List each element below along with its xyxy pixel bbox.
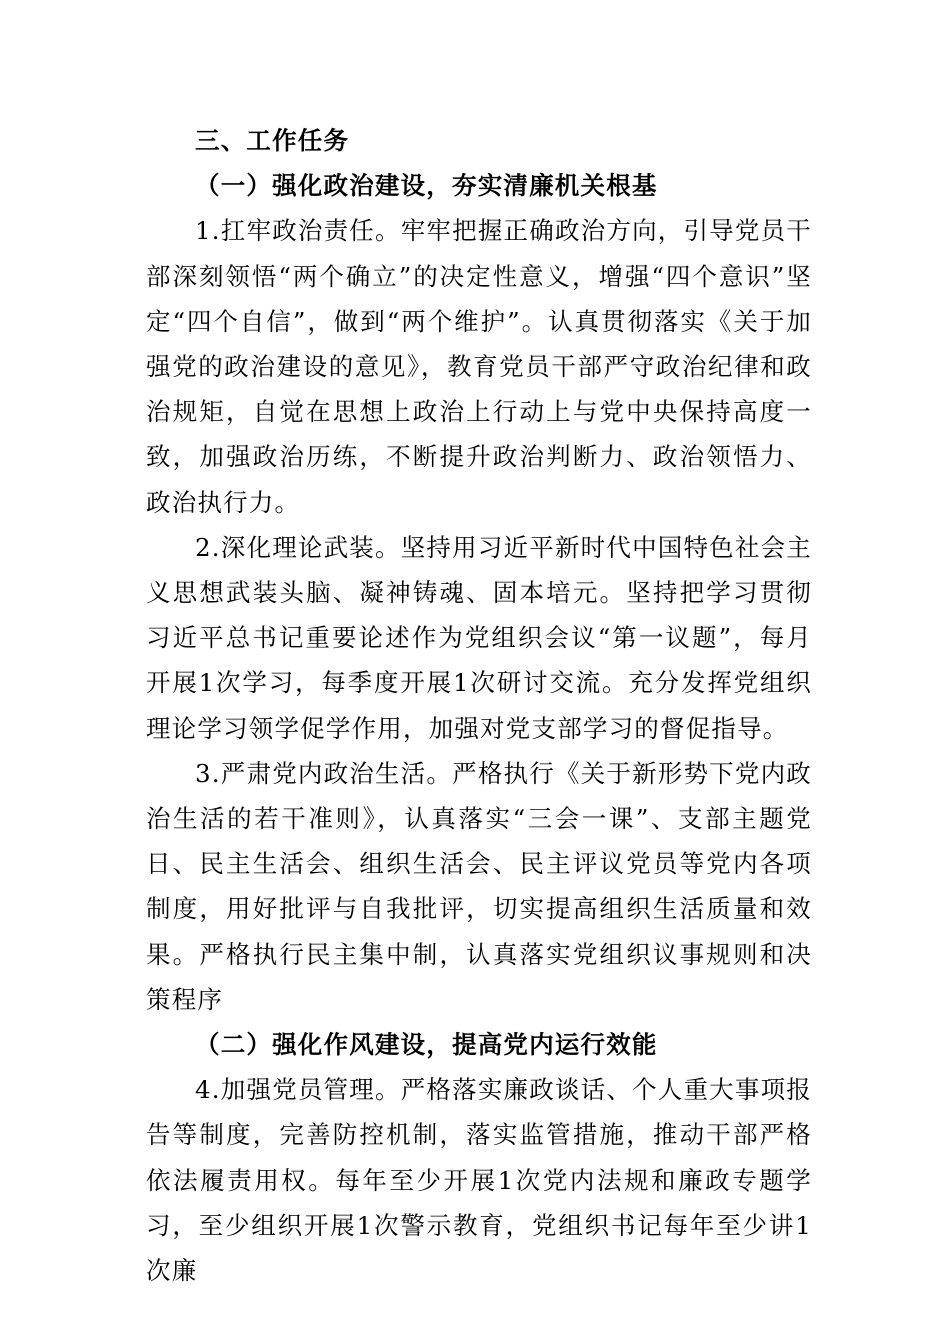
document-body: [146, 118, 812, 1293]
subsection-heading-1: （一）强化政治建设，夯实清廉机关根基: [195, 171, 658, 201]
section-heading: 三、工作任务: [195, 126, 350, 155]
paragraph-4: 4.加强党员管理。严格落实廉政谈话、个人重大事项报告等制度，完善防控机制，落实监管措施，推动干部严格依法履责用权。每年至少开展1次党内法规和廉政专题学习，至少组织开展1次警示教育，党组织书记每年至少讲1次廉: [146, 1075, 812, 1286]
paragraph-3: 3.严肃党内政治生活。严格执行《关于新形势下党内政治生活的若干准则》，认真落实“三会一课”、支部主题党日、民主生活会、组织生活会、民主评议党员等党内各项制度，用好批评与自我批评，切实提高组织生活质量和效果。严格执行民主集中制，认真落实党组织议事规则和决策程序: [146, 758, 812, 1014]
paragraph-1: 1.扛牢政治责任。牢牢把握正确政治方向，引导党员干部深刻领悟“两个确立”的决定性意义，增强“四个意识”坚定“四个自信”，做到“两个维护”。认真贯彻落实《关于加强党的政治建设的意见》，教育党员干部严守政治纪律和政治规矩，自觉在思想上政治上行动上与党中央保持高度一致，加强政治历练，不断提升政治判断力、政治领悟力、政治执行力。: [146, 216, 812, 517]
paragraph-2: 2.深化理论武装。坚持用习近平新时代中国特色社会主义思想武装头脑、凝神铸魂、固本培元。坚持把学习贯彻习近平总书记重要论述作为党组织会议“第一议题”，每月开展1次学习，每季度开展1次研讨交流。充分发挥党组织理论学习领学促学作用，加强对党支部学习的督促指导。: [146, 532, 812, 743]
subsection-heading-2: （二）强化作风建设，提高党内运行效能: [195, 1030, 658, 1060]
